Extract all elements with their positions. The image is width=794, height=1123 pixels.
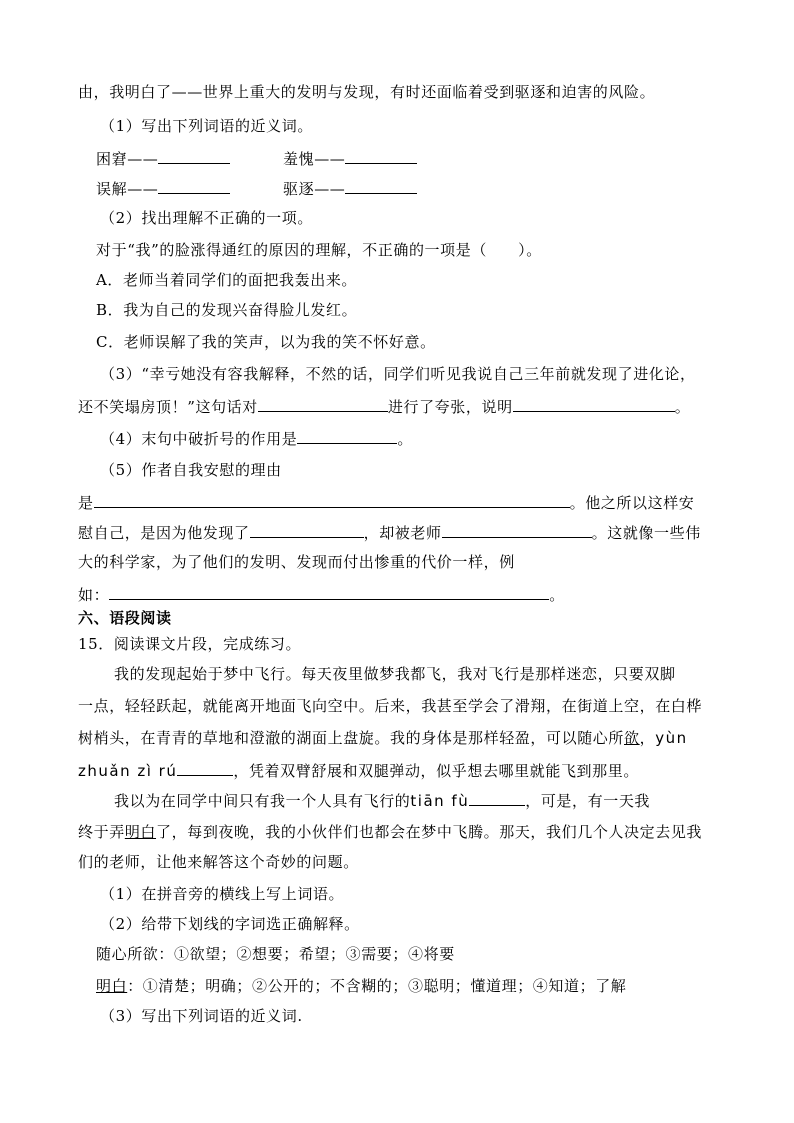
question-5-line (78, 584, 565, 605)
text: 慰自己，是因为他发现了 (78, 524, 250, 542)
answer-blank[interactable] (94, 492, 570, 508)
word-label: 羞愧—— (283, 150, 346, 168)
passage-line: 我的发现起始于梦中飞行。每天夜里做梦我都飞，我对飞行是那样迷恋，只要双脚 (114, 665, 676, 683)
definition-text: ：①欲望；②想要；希望；③需要；④将要 (158, 945, 455, 963)
text: 了，每到夜晚，我的小伙伴们也都会在梦中飞腾。那天，我们几个人决定去见我 (156, 823, 703, 841)
question-2: （2）找出理解不正确的一项。 (100, 209, 313, 227)
answer-blank[interactable] (158, 148, 230, 164)
question-2-stem: 对于“我”的脸涨得通红的原因的理解，不正确的一项是（ ）。 (96, 241, 542, 259)
definition-label: 明白 (96, 977, 128, 995)
text: 。 (549, 586, 565, 604)
text: 。他之所以这样安 (569, 494, 695, 512)
passage-line (78, 760, 639, 781)
answer-blank[interactable] (177, 760, 233, 776)
definition-label: 随心所欲 (96, 945, 159, 963)
definition-line (96, 976, 626, 996)
text: ，可是，有一天我 (525, 792, 651, 810)
text: ， (639, 729, 656, 747)
text: ，却被老师 (363, 524, 442, 542)
answer-blank[interactable] (442, 522, 592, 538)
text: 树梢头，在青青的草地和澄澈的湖面上盘旋。我的身体是那样轻盈，可以随心所 (78, 729, 625, 747)
question-3-line (78, 396, 690, 417)
text-line: 由，我明白了——世界上重大的发明与发现，有时还面临着受到驱逐和迫害的风险。 (78, 83, 656, 101)
definition-text: ：①清楚；明确；②公开的；不含糊的；③聪明；懂道理；④知道；了解 (127, 977, 627, 995)
question-5-line (78, 522, 701, 543)
text: 如： (78, 586, 110, 604)
question-4 (100, 428, 413, 449)
text: 。这就像一些伟 (591, 524, 701, 542)
pinyin: zhuǎn zì rú (78, 762, 178, 780)
passage-line (114, 790, 650, 811)
synonym-item (96, 178, 230, 199)
passage-line (78, 728, 688, 748)
pinyin: yùn (655, 729, 688, 747)
question-1: （1）写出下列词语的近义词。 (100, 117, 313, 135)
pinyin: tiān fù (410, 792, 470, 810)
answer-blank[interactable] (109, 584, 549, 600)
section-heading: 六、语段阅读 (78, 609, 172, 627)
text: ，凭着双臂舒展和双腿弹动，似乎想去哪里就能飞到那里。 (233, 762, 639, 780)
passage-line: 一点，轻轻跃起，就能离开地面飞向空中。后来，我甚至学会了滑翔，在街道上空，在白桦 (78, 697, 703, 715)
option-a: A．老师当着同学们的面把我轰出来。 (96, 271, 358, 289)
text: 终于弄 (78, 823, 125, 841)
answer-blank[interactable] (345, 148, 417, 164)
question-15: 15．阅读课文片段，完成练习。 (78, 635, 302, 653)
question-3: （3）“幸亏她没有容我解释，不然的话，同学们听见我说自己三年前就发现了进化论， (100, 365, 696, 383)
word-label: 驱逐—— (283, 180, 346, 198)
passage-line: 们的老师，让他来解答这个奇妙的问题。 (78, 853, 359, 871)
question-5-line: 大的科学家，为了他们的发明、发现而付出惨重的代价一样，例 (78, 553, 515, 571)
sub-question-2: （2）给带下划线的字词选正确解释。 (100, 915, 360, 933)
text: 。 (397, 430, 413, 448)
answer-blank[interactable] (158, 178, 230, 194)
word-label: 误解—— (96, 180, 159, 198)
text: （4）末句中破折号的作用是 (100, 430, 298, 448)
question-5: （5）作者自我安慰的理由 (100, 461, 282, 479)
answer-blank[interactable] (513, 396, 675, 412)
answer-blank[interactable] (345, 178, 417, 194)
synonym-item (283, 148, 417, 169)
sub-question-3: （3）写出下列词语的近义词. (100, 1007, 303, 1025)
synonym-item (283, 178, 417, 199)
text: 还不笑塌房顶！”这句话对 (78, 398, 258, 416)
underlined-word: 欲 (624, 729, 640, 747)
option-c: C．老师误解了我的笑声，以为我的笑不怀好意。 (96, 333, 436, 351)
text: 。 (674, 398, 691, 416)
answer-blank[interactable] (250, 522, 364, 538)
passage-line (78, 822, 702, 842)
question-5-line (78, 492, 694, 513)
answer-blank[interactable] (258, 396, 388, 412)
answer-blank[interactable] (297, 428, 397, 444)
answer-blank[interactable] (469, 790, 525, 806)
text: 我以为在同学中间只有我一个人具有飞行的 (114, 792, 411, 810)
definition-line (96, 944, 455, 964)
underlined-word: 明白 (124, 823, 157, 841)
text: 是 (78, 494, 94, 512)
text: 进行了夸张，说明 (387, 398, 513, 416)
word-label: 困窘—— (96, 150, 159, 168)
sub-question-1: （1）在拼音旁的横线上写上词语。 (100, 885, 345, 903)
option-b: B．我为自己的发现兴奋得脸儿发红。 (96, 301, 358, 319)
synonym-item (96, 148, 230, 169)
